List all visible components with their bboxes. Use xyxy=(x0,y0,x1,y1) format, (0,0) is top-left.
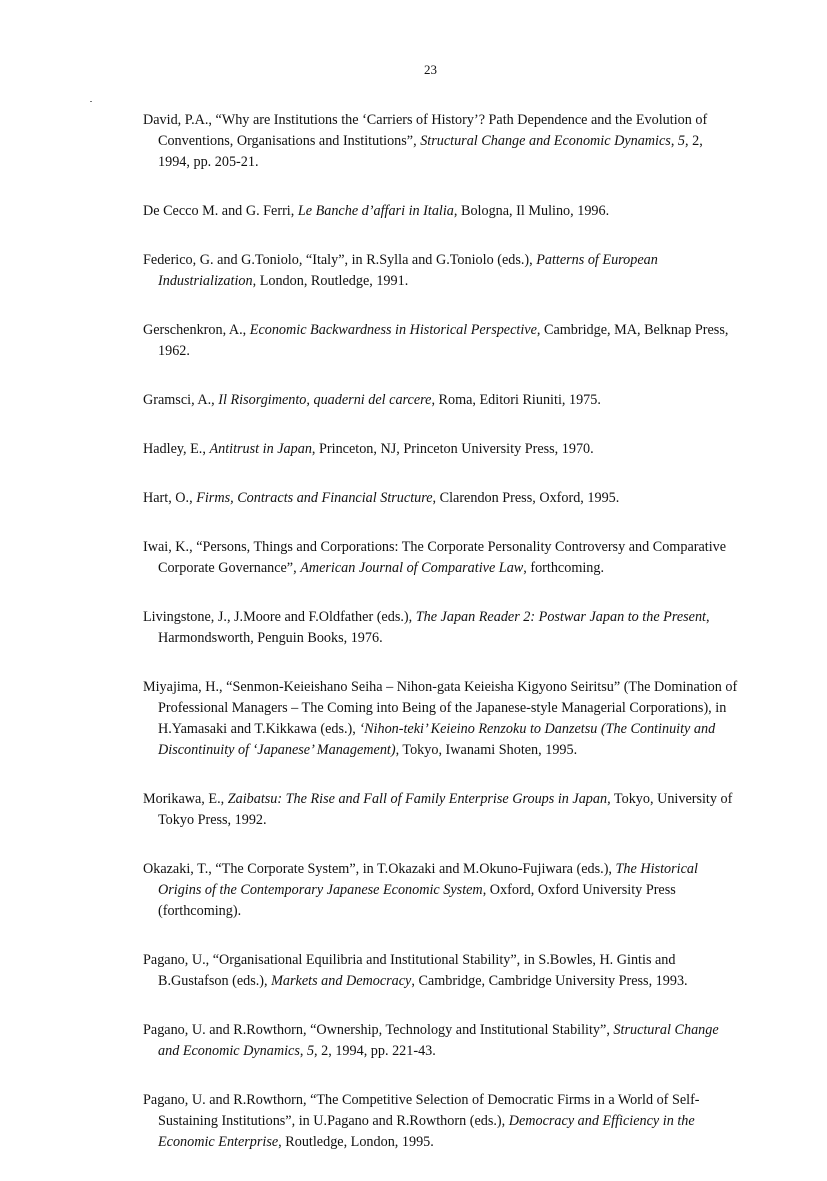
reference-text: , Tokyo, University of Tokyo Press, 1992. xyxy=(158,791,733,828)
reference-text: Gerschenkron, A., xyxy=(143,322,250,338)
reference-text: Pagano, U. and R.Rowthorn, “Ownership, Technology and Institutional Stability”, xyxy=(143,1022,614,1038)
reference-text: , forthcoming. xyxy=(523,560,605,576)
reference-text: , xyxy=(299,1043,307,1059)
reference-entry xyxy=(143,250,738,292)
reference-entry xyxy=(143,789,738,831)
reference-text: , Princeton, NJ, Princeton University Press, 1970. xyxy=(311,441,594,457)
reference-text: , Routledge, London, 1995. xyxy=(278,1134,434,1150)
reference-text: , Tokyo, Iwanami Shoten, 1995. xyxy=(395,742,578,758)
reference-text: , Harmondsworth, Penguin Books, 1976. xyxy=(158,609,710,646)
reference-title: The Japan Reader 2: Postwar Japan to the Present xyxy=(415,609,706,625)
reference-title: 5 xyxy=(677,133,685,149)
reference-text: Miyajima, H., “Senmon-Keieishano Seiha – Nihon-gata Keieisha Kigyono Seiritsu” (The Domination of Professional Managers – The Coming into Being of the Japanese-style Managerial Corporations), in H.Yamasaki and T.Kikkawa (eds.), xyxy=(143,679,738,737)
reference-title: American Journal of Comparative Law xyxy=(300,560,524,576)
reference-text: De Cecco M. and G. Ferri, xyxy=(143,203,298,219)
reference-entry xyxy=(143,1020,738,1062)
reference-text: , Roma, Editori Riuniti, 1975. xyxy=(431,392,601,408)
reference-title: Patterns of European Industrialization xyxy=(158,252,658,289)
reference-entry xyxy=(143,537,738,579)
reference-text: Morikawa, E., xyxy=(143,791,228,807)
reference-entry xyxy=(143,488,738,509)
reference-text: Livingstone, J., J.Moore and F.Oldfather (eds.), xyxy=(143,609,416,625)
reference-title: Structural Change and Economic Dynamics xyxy=(420,133,671,149)
reference-title: Il Risorgimento, quaderni del carcere xyxy=(218,392,432,408)
reference-entry xyxy=(143,201,738,222)
reference-text: , xyxy=(670,133,678,149)
reference-entry xyxy=(143,950,738,992)
reference-text: , 2, 1994, pp. 205-21. xyxy=(158,133,703,170)
reference-text: Hart, O., xyxy=(143,490,197,506)
reference-text: Iwai, K., “Persons, Things and Corporations: The Corporate Personality Controversy and Comparative Corporate Governance”, xyxy=(143,539,727,576)
reference-list xyxy=(143,110,738,1181)
reference-entry xyxy=(143,859,738,922)
reference-text: , Cambridge, MA, Belknap Press, 1962. xyxy=(158,322,729,359)
reference-title: Le Banche d’affari in Italia xyxy=(297,203,454,219)
reference-text: Okazaki, T., “The Corporate System”, in T.Okazaki and M.Okuno-Fujiwara (eds.), xyxy=(143,861,616,877)
reference-entry xyxy=(143,677,738,761)
page-number: 23 xyxy=(424,62,437,77)
reference-title: Democracy and Efficiency in the Economic Enterprise xyxy=(158,1113,695,1150)
reference-title: Structural Change and Economic Dynamics xyxy=(158,1022,719,1059)
reference-title: Antitrust in Japan xyxy=(209,441,312,457)
reference-entry xyxy=(143,110,738,173)
reference-text: David, P.A., “Why are Institutions the ‘Carriers of History’? Path Dependence and the Evolution of Conventions, Organisations and Institutions”, xyxy=(143,112,708,149)
reference-title: Markets and Democracy xyxy=(271,973,412,989)
reference-text: , London, Routledge, 1991. xyxy=(252,273,409,289)
reference-entry xyxy=(143,320,738,362)
reference-title: Zaibatsu: The Rise and Fall of Family Enterprise Groups in Japan xyxy=(227,791,608,807)
reference-text: Pagano, U. and R.Rowthorn, “The Competitive Selection of Democratic Firms in a World of Self-Sustaining Institutions”, in U.Pagano and R.Rowthorn (eds.), xyxy=(143,1092,700,1129)
reference-entry xyxy=(143,607,738,649)
reference-entry xyxy=(143,439,738,460)
reference-title: The Historical Origins of the Contemporary Japanese Economic System xyxy=(158,861,698,898)
reference-text: , Clarendon Press, Oxford, 1995. xyxy=(432,490,620,506)
reference-entry xyxy=(143,390,738,411)
reference-entry xyxy=(143,1090,738,1153)
reference-title: 5 xyxy=(306,1043,315,1059)
reference-text: , Bologna, Il Mulino, 1996. xyxy=(453,203,610,219)
scan-speck xyxy=(90,101,92,102)
reference-text: Federico, G. and G.Toniolo, “Italy”, in R.Sylla and G.Toniolo (eds.), xyxy=(143,252,537,268)
reference-text: Pagano, U., “Organisational Equilibria and Institutional Stability”, in S.Bowles, H. Gintis and B.Gustafson (eds.), xyxy=(143,952,676,989)
reference-text: , Oxford, Oxford University Press (forthcoming). xyxy=(158,882,676,919)
reference-text: Hadley, E., xyxy=(143,441,210,457)
reference-text: Gramsci, A., xyxy=(143,392,219,408)
reference-text: , Cambridge, Cambridge University Press, 1993. xyxy=(411,973,688,989)
reference-text: , 2, 1994, pp. 221-43. xyxy=(314,1043,436,1059)
reference-title: Firms, Contracts and Financial Structure xyxy=(196,490,433,506)
reference-title: ‘Nihon-teki’ Keieino Renzoku to Danzetsu (The Continuity and Discontinuity of ‘Japanese’ Management) xyxy=(158,721,716,758)
reference-title: Economic Backwardness in Historical Perspective xyxy=(249,322,537,338)
